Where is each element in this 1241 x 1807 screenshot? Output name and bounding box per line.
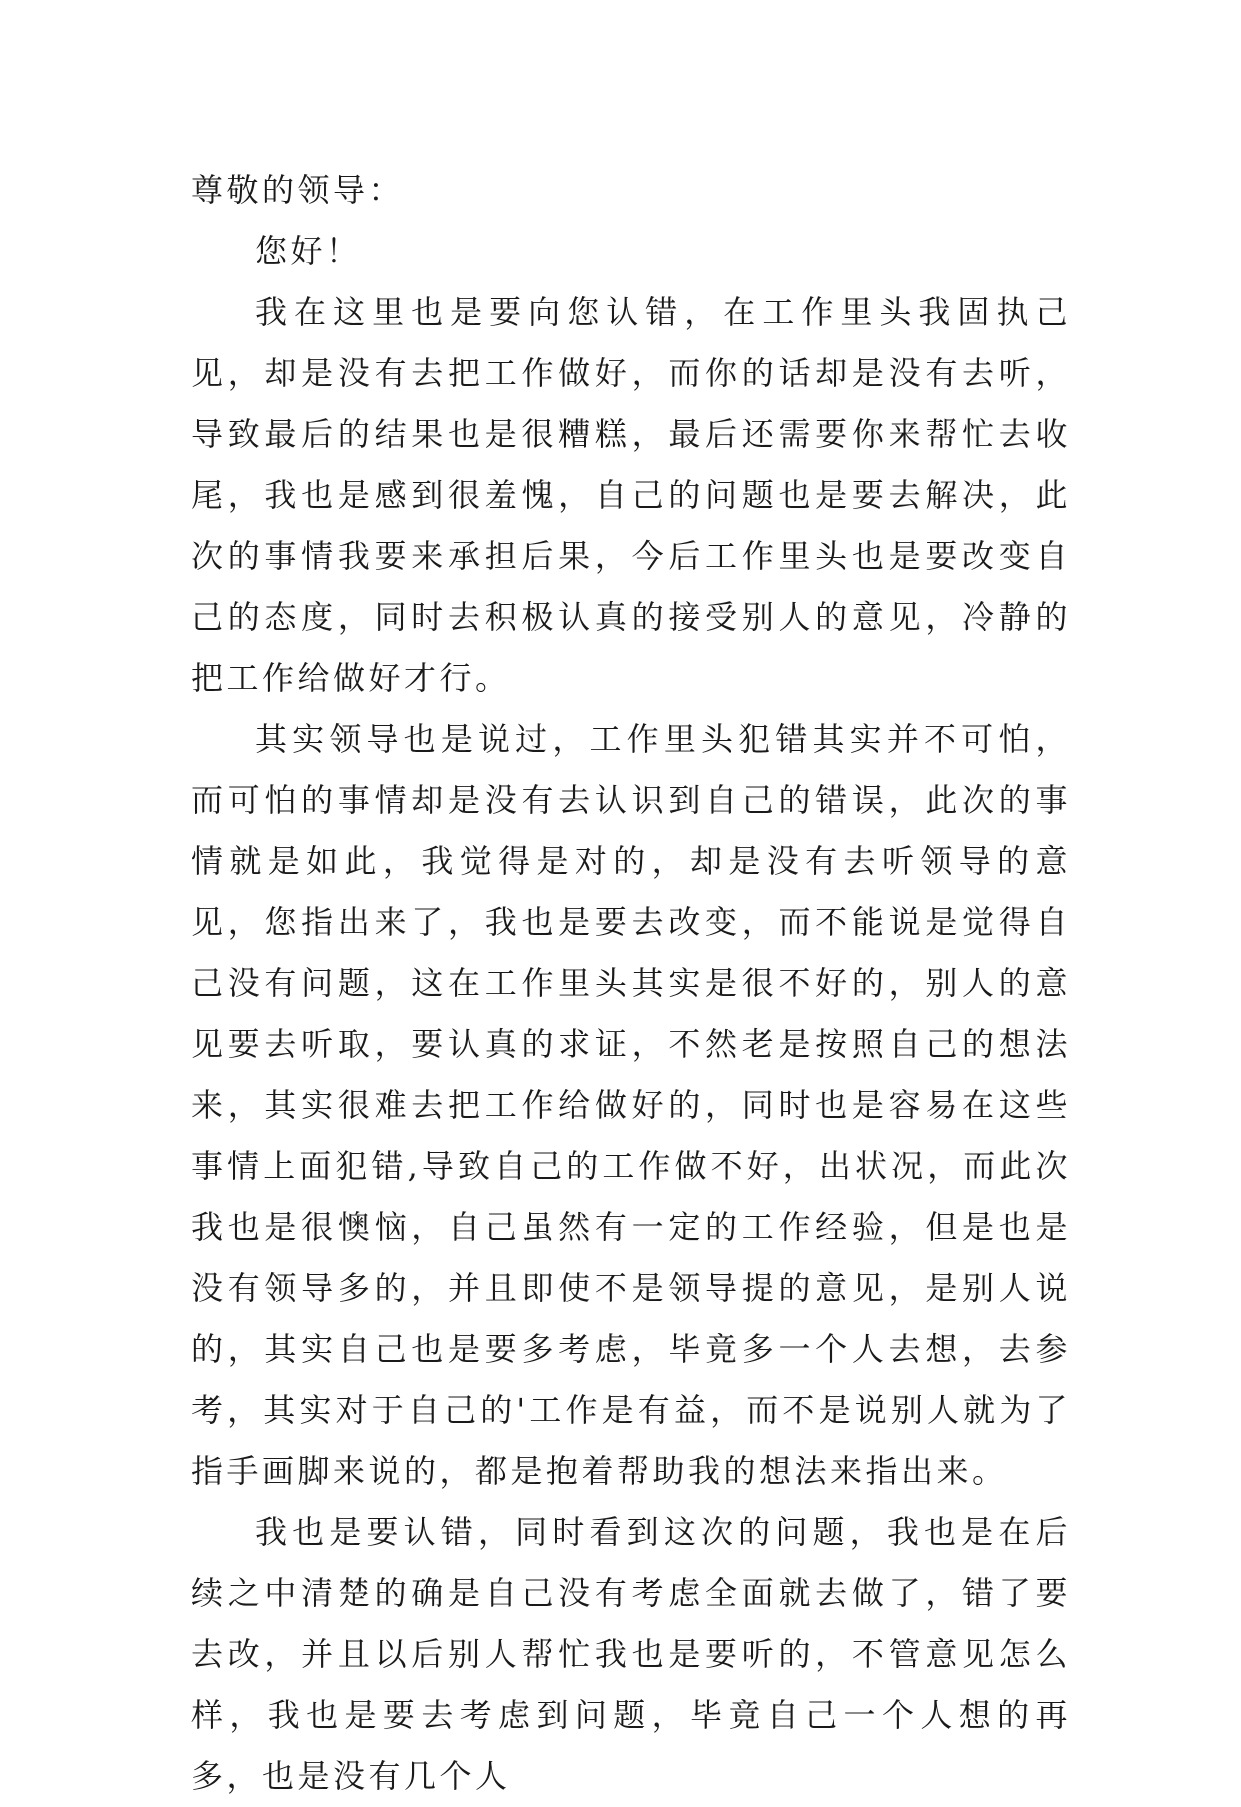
greeting: 您好！ [255,232,362,270]
salutation: 尊敬的领导： [191,171,405,209]
paragraph-reflection: 其实领导也是说过，工作里头犯错其实并不可怕，而可怕的事情却是没有去认识到自己的错误，此次的事情就是如此，我觉得是对的，却是没有去听领导的意见，您指出来了，我也是要去改变，而不能说是觉得自己没有问题，这在工作里头其实是很不好的，别人的意见要去听取，要认真的求证，不然老是按照自己的想法来，其实很难去把工作给做好的，同时也是容易在这些事情上面犯错,导致自己的工作做不好，出状况，而此次我也是很懊恼，自己虽然有一定的工作经验，但是也是没有领导多的，并且即使不是领导提的意见，是别人说的，其实自己也是要多考虑，毕竟多一个人去想，去参考，其实对于自己的'工作是有益，而不是说别人就为了指手画脚来说的，都是抱着帮助我的想法来指出来。 [191,720,1071,1490]
letter-body [191,160,1071,1807]
paragraph-apology: 我在这里也是要向您认错，在工作里头我固执己见，却是没有去把工作做好，而你的话却是没有去听，导致最后的结果也是很糟糕，最后还需要你来帮忙去收尾，我也是感到很羞愧，自己的问题也是要去解决，此次的事情我要来承担后果，今后工作里头也是要改变自己的态度，同时去积极认真的接受别人的意见，冷静的把工作给做好才行。 [191,293,1071,697]
paragraph-commitment: 我也是要认错，同时看到这次的问题，我也是在后续之中清楚的确是自己没有考虑全面就去做了，错了要去改，并且以后别人帮忙我也是要听的，不管意见怎么样，我也是要去考虑到问题，毕竟自己一个人想的再多，也是没有几个人 [191,1513,1071,1795]
